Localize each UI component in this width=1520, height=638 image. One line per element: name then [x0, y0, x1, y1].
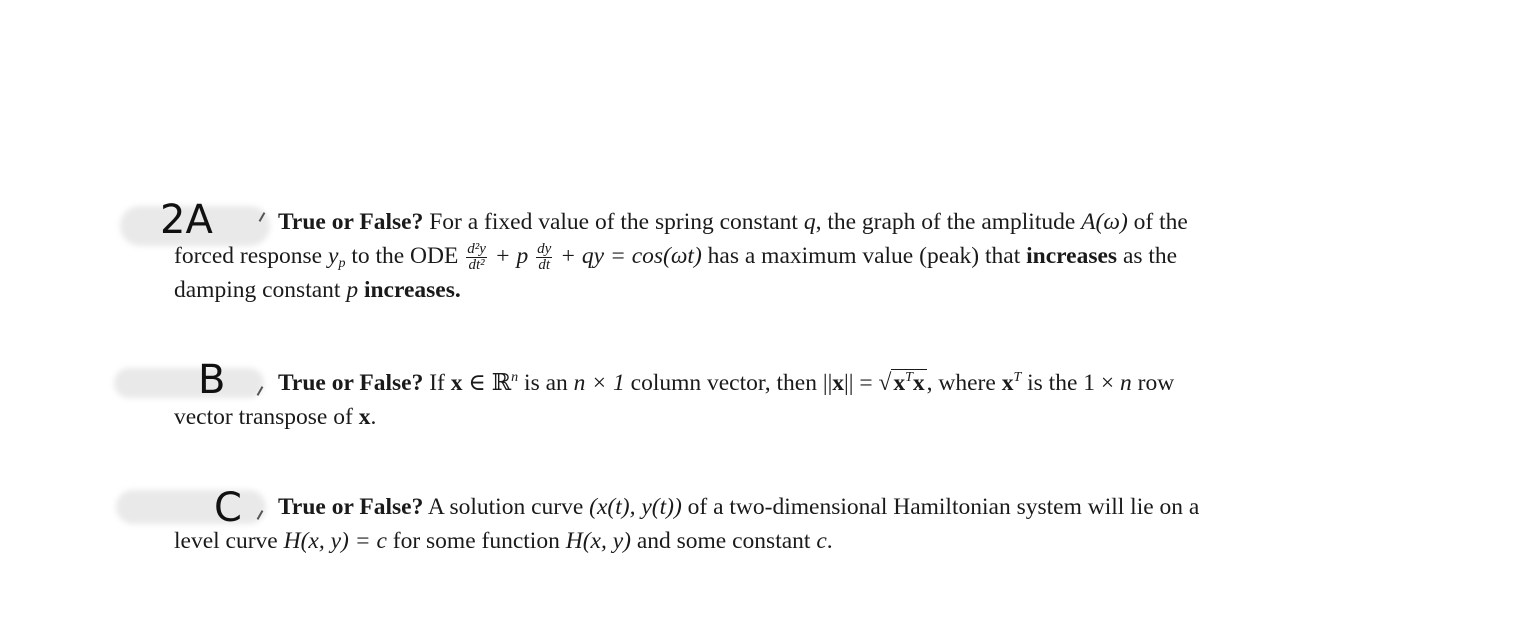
- bold-vector-x: x: [450, 370, 463, 396]
- handwritten-label-2a: 2A: [160, 197, 213, 243]
- level-curve-equation: H(x, y) = c: [283, 528, 387, 554]
- handwritten-label-b: B: [198, 357, 226, 403]
- problem-2a-line-3: [174, 273, 1468, 307]
- problem-c-text: .: [826, 528, 833, 554]
- problem-b-heading: True or False?: [278, 370, 424, 396]
- radical-sign: √: [878, 370, 892, 396]
- bold-vector-x: x: [912, 370, 925, 396]
- problem-b-text: , where: [926, 370, 996, 396]
- var-p: p: [346, 277, 359, 304]
- ode-rhs: + qy = cos(ωt): [560, 243, 702, 269]
- fraction-numerator: dy: [537, 241, 552, 258]
- problem-2a-text: , the graph of the amplitude: [815, 209, 1076, 235]
- problem-b-text: row: [1137, 370, 1175, 396]
- bold-vector-x: x: [832, 370, 845, 396]
- problem-2a-text: as the: [1122, 243, 1178, 269]
- solution-curve-expression: (x(t), y(t)): [589, 494, 682, 520]
- superscript-t: T: [905, 370, 913, 385]
- fraction-denominator: dt²: [468, 257, 485, 274]
- problem-2a: [174, 205, 1468, 307]
- radicand: [891, 369, 926, 396]
- fraction-dy-dt: [536, 242, 552, 273]
- dimension-n-by-1: n × 1: [573, 370, 625, 396]
- problem-2a-text: of the: [1133, 209, 1188, 235]
- problem-b-text: .: [370, 404, 377, 430]
- function-h: H(x, y): [565, 528, 631, 554]
- var-q: q: [803, 209, 816, 235]
- problem-b-text: column vector, then ||: [630, 370, 833, 396]
- problem-2a-line-2: [174, 239, 1468, 273]
- problem-2a-text: has a maximum value (peak) that: [707, 243, 1021, 269]
- problem-c-line-1: [174, 490, 1468, 524]
- problem-b-text: || =: [844, 370, 873, 396]
- fraction-numerator: d²y: [467, 241, 486, 258]
- problem-b: [174, 366, 1468, 434]
- problem-c-text: level curve: [174, 528, 278, 554]
- problem-b-line-1: [174, 366, 1468, 400]
- problem-b-text: If: [429, 370, 445, 396]
- superscript-n: n: [511, 370, 519, 385]
- problem-c: [174, 485, 1468, 558]
- problem-2a-text: For a fixed value of the spring constant: [429, 209, 798, 235]
- problem-b-text: ∈ ℝ: [468, 370, 512, 396]
- problem-b-line-2: [174, 400, 1468, 434]
- problem-2a-heading: True or False?: [278, 209, 424, 235]
- subscript-p: p: [338, 256, 346, 271]
- amplitude-expression: A(ω): [1081, 209, 1128, 235]
- problem-b-text: vector transpose of: [174, 404, 353, 430]
- problem-c-heading: True or False?: [278, 494, 424, 520]
- plus-p: + p: [494, 243, 529, 269]
- bold-vector-x: x: [1001, 370, 1014, 396]
- problem-c-text: for some function: [392, 528, 560, 554]
- problem-c-line-2: [174, 524, 1468, 558]
- bold-increases: increases: [1026, 243, 1118, 269]
- problem-c-text: and some constant: [636, 528, 811, 554]
- problem-2a-text: to the ODE: [351, 243, 459, 269]
- problem-c-text: A solution curve: [427, 494, 584, 520]
- problem-c-text: of a two-dimensional Hamiltonian system will lie on a: [687, 494, 1200, 520]
- problem-b-text: is the 1 ×: [1027, 370, 1115, 396]
- bold-vector-x: x: [893, 370, 906, 396]
- var-c: c: [816, 528, 827, 554]
- superscript-t: T: [1013, 370, 1022, 385]
- var-y: y: [328, 243, 339, 269]
- handwritten-label-c: C: [214, 485, 242, 531]
- problem-2a-line-1: [174, 205, 1468, 239]
- bold-increases: increases.: [363, 277, 461, 304]
- var-n: n: [1120, 370, 1132, 396]
- fraction-d2y-dt2: [466, 242, 487, 273]
- problem-2a-text: forced response: [174, 243, 323, 269]
- fraction-denominator: dt: [538, 257, 551, 274]
- problem-b-text: is an: [524, 370, 568, 396]
- square-root-expression: [878, 366, 926, 400]
- bold-vector-x: x: [358, 404, 371, 430]
- problem-2a-text: damping constant: [174, 277, 341, 304]
